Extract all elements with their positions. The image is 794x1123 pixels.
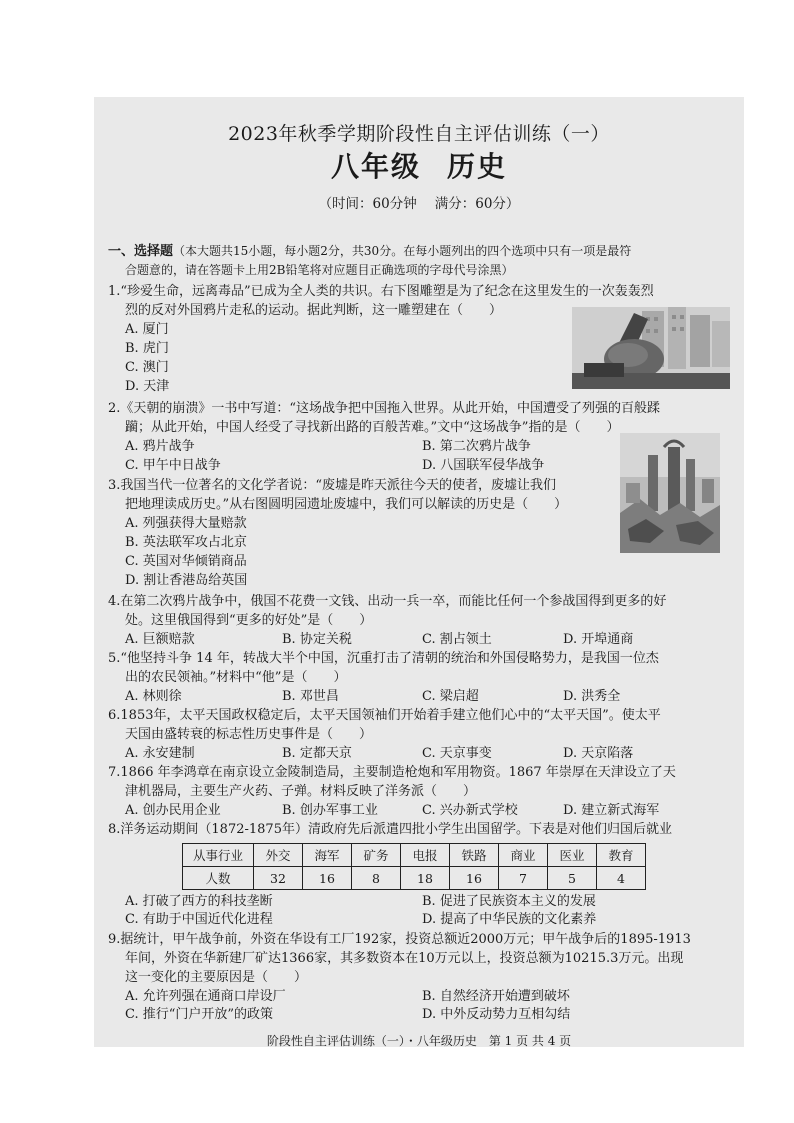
q2-option-b: B. 第二次鸦片战争 (422, 439, 531, 454)
q7-option-d: D. 建立新式海军 (563, 803, 660, 818)
q4-option-b: B. 协定关税 (282, 632, 352, 647)
q1-option-b: B. 虎门 (125, 341, 169, 356)
table-cell: 16 (303, 867, 352, 890)
q2-option-c: C. 甲午中日战争 (125, 458, 221, 473)
grade-label: 八年级 (330, 150, 421, 183)
q4-option-d: D. 开埠通商 (563, 632, 634, 647)
q5-option-a: A. 林则徐 (125, 689, 182, 704)
exam-meta (94, 192, 744, 212)
q6-stem-1: 6.1853年，太平天国政权稳定后，太平天国领袖们开始着手建立他们心中的“太平天国”。使太平 (108, 708, 661, 723)
time-label: （时间：60分钟 (318, 196, 417, 212)
q5-option-d: D. 洪秀全 (563, 689, 621, 704)
table-cell: 18 (401, 867, 450, 890)
q6-option-a: A. 永安建制 (125, 746, 195, 761)
q3-stem-2: 把地理读成历史。”从右图圆明园遗址废墟中，我们可以解读的历史是（ ） (125, 497, 568, 512)
table-header-cell: 海军 (303, 844, 352, 867)
subject-label: 历史 (447, 150, 508, 183)
ruins-photo (620, 433, 720, 553)
employment-table (182, 843, 646, 890)
page-content (94, 97, 744, 1047)
q9-stem-1: 9.据统计，甲午战争前，外资在华设有工厂192家，投资总额近2000万元；甲午战争后的1895-1913 (108, 932, 691, 947)
q7-option-c: C. 兴办新式学校 (422, 803, 518, 818)
exam-title: 2023年秋季学期阶段性自主评估训练（一） (228, 123, 610, 145)
q4-stem-1: 4.在第二次鸦片战争中，俄国不花费一文钱、出动一兵一卒，而能比任何一个参战国得到更多的好 (108, 594, 667, 609)
table-cell: 5 (548, 867, 597, 890)
q2-option-d: D. 八国联军侵华战争 (422, 458, 545, 473)
q8-option-b: B. 促进了民族资本主义的发展 (422, 894, 596, 909)
q7-option-b: B. 创办军事工业 (282, 803, 378, 818)
q9-option-d: D. 中外反动势力互相勾结 (422, 1007, 571, 1022)
section-intro-1: （本大题共15小题，每小题2分，共30分。在每小题列出的四个选项中只有一项是最符 (173, 244, 632, 258)
q3-stem-1: 3.我国当代一位著名的文化学者说：“废墟是昨天派往今天的使者，废墟让我们 (108, 478, 557, 493)
q1-stem-2: 烈的反对外国鸦片走私的运动。据此判断，这一雕塑建在（ ） (125, 303, 503, 318)
q9-stem-3: 这一变化的主要原因是（ ） (125, 970, 308, 985)
q8-stem-1: 8.洋务运动期间（1872-1875年）清政府先后派遣四批小学生出国留学。下表是对他们归国后就业 (108, 822, 672, 837)
table-cell: 32 (254, 867, 303, 890)
table-header-cell: 从事行业 (183, 844, 254, 867)
q7-stem-1: 7.1866 年李鸿章在南京设立金陵制造局，主要制造枪炮和军用物资。1867 年崇厚在天津设立了天 (108, 765, 676, 780)
q2-option-a: A. 鸦片战争 (125, 439, 195, 454)
table-header-cell: 电报 (401, 844, 450, 867)
q4-stem-2: 处。这里俄国得到“更多的好处”是（ ） (125, 613, 373, 628)
table-cell: 16 (450, 867, 499, 890)
q5-option-c: C. 梁启超 (422, 689, 479, 704)
table-header-cell: 商业 (499, 844, 548, 867)
table-cell: 4 (597, 867, 646, 890)
q8-stem-1-wrap (108, 821, 672, 838)
q4-option-a: A. 巨额赔款 (125, 632, 195, 647)
q9-option-b: B. 自然经济开始遭到破坏 (422, 989, 570, 1004)
table-header-cell: 外交 (254, 844, 303, 867)
q8-option-a: A. 打破了西方的科技垄断 (125, 894, 273, 909)
table-header-cell: 教育 (597, 844, 646, 867)
q5-stem-1: 5.“他坚持斗争 14 年，转战大半个中国，沉重打击了清朝的统治和外国侵略势力，是我国一位杰 (108, 651, 659, 666)
q9-option-c: C. 推行“门户开放”的政策 (125, 1007, 274, 1022)
q5-option-b: B. 邓世昌 (282, 689, 339, 704)
q7-option-a: A. 创办民用企业 (125, 803, 221, 818)
q8-option-c: C. 有助于中国近代化进程 (125, 912, 273, 927)
q3-option-c: C. 英国对华倾销商品 (125, 554, 247, 569)
table-header-row (183, 844, 646, 867)
q6-option-c: C. 天京事变 (422, 746, 492, 761)
table-cell: 人数 (183, 867, 254, 890)
q6-option-d: D. 天京陷落 (563, 746, 634, 761)
q7-stem-2: 津机器局，主要生产火药、子弹。材料反映了洋务派（ ） (125, 784, 477, 799)
table-header-cell: 铁路 (450, 844, 499, 867)
q3-option-d: D. 割让香港岛给英国 (125, 573, 248, 588)
exam-page (94, 97, 744, 1047)
q6-option-b: B. 定都天京 (282, 746, 352, 761)
q8-option-d: D. 提高了中华民族的文化素养 (422, 912, 597, 927)
q3-option-b: B. 英法联军攻占北京 (125, 535, 247, 550)
q2-stem-1: 2.《天朝的崩溃》一书中写道：“这场战争把中国拖入世界。从此开始，中国遭受了列强的百般蹂 (108, 401, 661, 416)
table-header-cell: 矿务 (352, 844, 401, 867)
table-header-cell: 医业 (548, 844, 597, 867)
q1-option-a: A. 厦门 (125, 322, 169, 337)
sculpture-photo (572, 307, 730, 389)
table-row (183, 867, 646, 890)
q1-stem-1: 1.“珍爱生命，远离毒品”已成为全人类的共识。右下图雕塑是为了纪念在这里发生的一次轰轰烈 (108, 284, 654, 299)
q5-stem-2: 出的农民领袖。”材料中“他”是（ ） (125, 670, 347, 685)
q9-stem-2: 年间，外资在华新建厂矿达1366家，其多数资本在10万元以上，投资总额为10215.3万元。出现 (125, 951, 684, 966)
q9-option-a: A. 允许列强在通商口岸设厂 (125, 989, 286, 1004)
table-cell: 8 (352, 867, 401, 890)
q6-stem-2: 天国由盛转衰的标志性历史事件是（ ） (125, 727, 373, 742)
q3-option-a: A. 列强获得大量赔款 (125, 516, 247, 531)
score-label: 满分：60分） (434, 196, 520, 212)
section-title: 一、选择题 (108, 244, 174, 259)
q1-option-d: D. 天津 (125, 379, 170, 394)
q2-stem-2: 躏；从此开始，中国人经受了寻找新出路的百般苦难。”文中“这场战争”指的是（ ） (125, 420, 620, 435)
table-cell: 7 (499, 867, 548, 890)
section-heading (108, 243, 631, 260)
exam-subtitle (94, 145, 744, 185)
q4-option-c: C. 割占领土 (422, 632, 492, 647)
section-intro-2: 合题意的，请在答题卡上用2B铅笔将对应题目正确选项的字母代号涂黑） (125, 263, 514, 277)
page-footer: 阶段性自主评估训练（一）・八年级历史 第 1 页 共 4 页 (266, 1034, 572, 1048)
q1-option-c: C. 澳门 (125, 360, 169, 375)
